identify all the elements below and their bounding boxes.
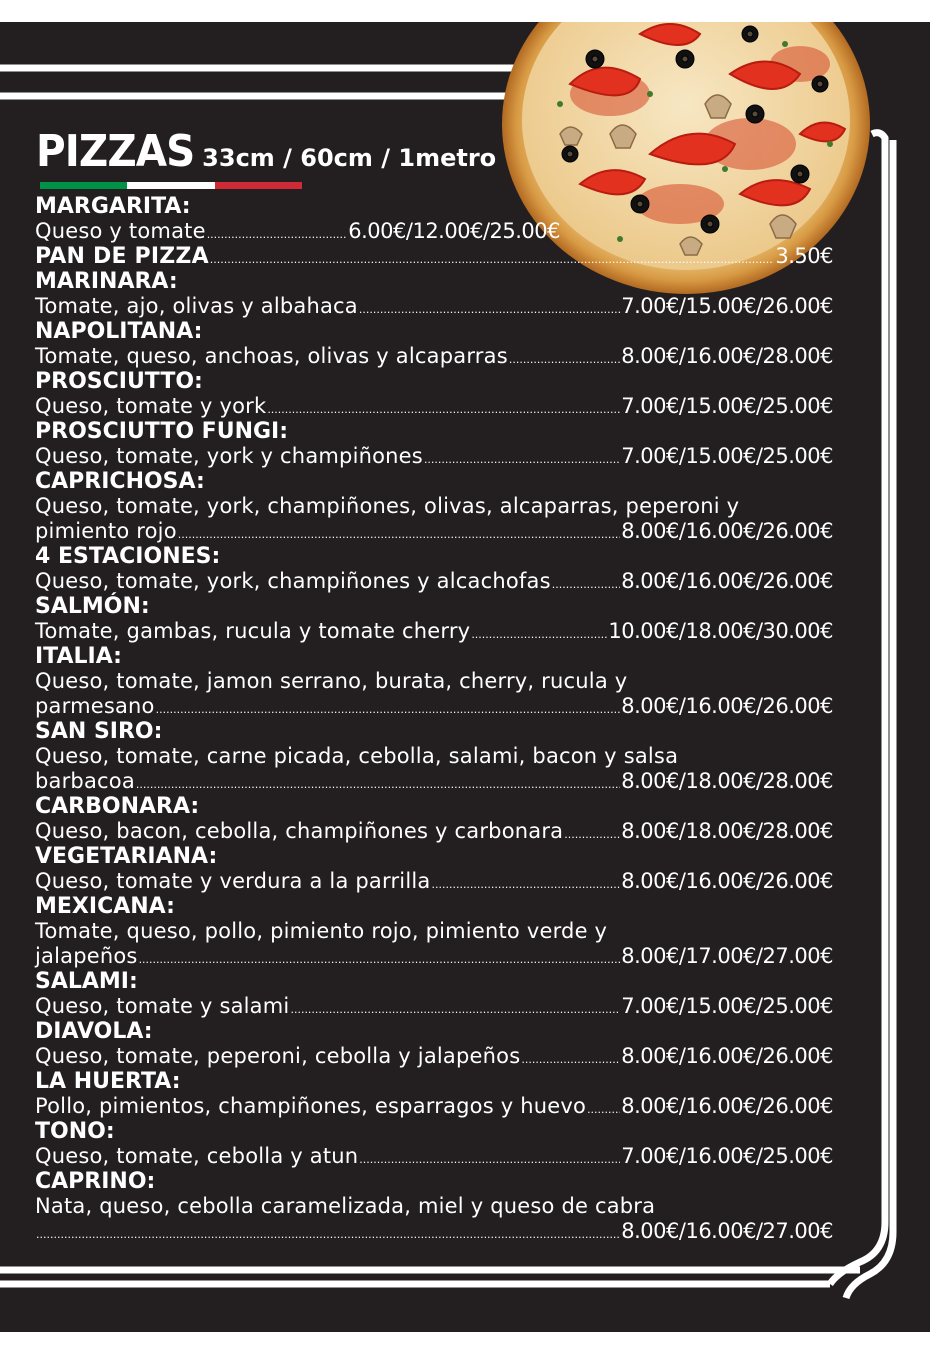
menu-item-line: [35, 619, 833, 644]
menu-item-description: Tomate, queso, pollo, pimiento rojo, pimiento verde y: [35, 919, 608, 943]
menu-item: [35, 194, 833, 244]
dot-leader: [36, 1222, 620, 1247]
menu-item-price: 8.00€/16.00€/26.00€: [621, 869, 833, 893]
menu-item-line: [35, 569, 833, 594]
menu-item-line: [35, 1094, 833, 1119]
menu-item-name: ITALIA:: [35, 644, 122, 669]
flag-green: [40, 182, 127, 189]
menu-item: [35, 269, 833, 319]
menu-item-price: 8.00€/16.00€/26.00€: [621, 694, 833, 718]
menu-item-description: Queso, tomate, cebolla y atun: [35, 1144, 359, 1168]
menu-item-name: PROSCIUTTO:: [35, 369, 203, 394]
menu-item-price: 7.00€/15.00€/25.00€: [621, 444, 833, 468]
menu-item-price: 8.00€/17.00€/27.00€: [621, 944, 833, 968]
menu-item: [35, 419, 833, 469]
menu-item-line: [35, 769, 833, 794]
dot-leader: [139, 947, 621, 972]
menu-panel: [0, 22, 930, 1332]
menu-item-price: 7.00€/15.00€/26.00€: [621, 294, 833, 318]
menu-item-description: Tomate, ajo, olivas y albahaca: [35, 294, 358, 318]
menu-item-line: [35, 519, 833, 544]
flag-white: [127, 182, 214, 189]
dot-leader: [359, 1147, 620, 1172]
dot-leader: [552, 572, 621, 597]
dot-leader: [587, 1097, 620, 1122]
menu-item-description: jalapeños: [35, 944, 138, 968]
menu-item-line: [35, 219, 560, 244]
menu-item-description: Nata, queso, cebolla caramelizada, miel y queso de cabra: [35, 1194, 656, 1218]
dot-leader: [521, 1047, 620, 1072]
dot-leader: [210, 247, 775, 272]
menu-item-description: Pollo, pimientos, champiñones, esparragos y huevo: [35, 1094, 587, 1118]
menu-item-name: TONO:: [35, 1119, 115, 1144]
dot-leader: [207, 222, 348, 247]
menu-item-name: NAPOLITANA:: [35, 319, 203, 344]
menu-item: [35, 469, 833, 544]
menu-item-price: 6.00€/12.00€/25.00€: [348, 219, 560, 243]
menu-item-line: [35, 994, 833, 1019]
dot-leader: [471, 622, 607, 647]
menu-item-name: VEGETARIANA:: [35, 844, 218, 869]
menu-item: [35, 719, 833, 794]
menu-item-price: 8.00€/18.00€/28.00€: [621, 819, 833, 843]
menu-item-price: 7.00€/16.00€/25.00€: [621, 1144, 833, 1168]
menu-item-description: Queso, tomate, carne picada, cebolla, salami, bacon y salsa: [35, 744, 679, 768]
menu-item-description: Queso, tomate y verdura a la parrilla: [35, 869, 431, 893]
menu-item-description: Tomate, gambas, rucula y tomate cherry: [35, 619, 471, 643]
menu-item-price: 7.00€/15.00€/25.00€: [621, 994, 833, 1018]
menu-item-description: Queso, tomate, york, champiñones, olivas, alcaparras, peperoni y: [35, 494, 740, 518]
menu-title-row: [36, 126, 497, 177]
menu-item-price: 8.00€/16.00€/26.00€: [621, 1044, 833, 1068]
menu-item: [35, 544, 833, 594]
menu-item-description: pimiento rojo: [35, 519, 177, 543]
menu-item-line: [35, 1144, 833, 1169]
menu-item-line: [35, 869, 833, 894]
dot-leader: [359, 297, 620, 322]
menu-item-description: Tomate, queso, anchoas, olivas y alcaparras: [35, 344, 508, 368]
menu-item-price: 8.00€/16.00€/28.00€: [621, 344, 833, 368]
menu-item-name: PROSCIUTTO FUNGI:: [35, 419, 289, 444]
page-title: PIZZAS: [36, 126, 195, 177]
menu-item-name: SALMÓN:: [35, 594, 150, 619]
menu-item: [35, 319, 833, 369]
menu-item: [35, 594, 833, 644]
menu-item: [35, 844, 833, 894]
dot-leader: [178, 522, 621, 547]
menu-item-name: LA HUERTA:: [35, 1069, 181, 1094]
dot-leader: [136, 772, 620, 797]
menu-item: [35, 794, 833, 844]
dot-leader: [509, 347, 620, 372]
menu-item-description: Queso, tomate y salami: [35, 994, 290, 1018]
menu-item-description: Queso, tomate y york: [35, 394, 267, 418]
menu-item: [35, 369, 833, 419]
menu-item-line: [35, 1219, 833, 1244]
flag-red: [215, 182, 302, 189]
dot-leader: [431, 872, 620, 897]
menu-item-description: Queso y tomate: [35, 219, 206, 243]
dot-leader: [564, 822, 620, 847]
menu-item-name: CAPRICHOSA:: [35, 469, 205, 494]
menu-item-description: Queso, tomate, jamon serrano, burata, cherry, rucula y: [35, 669, 628, 693]
menu-item-name: 4 ESTACIONES:: [35, 544, 221, 569]
pizza-menu-list: [35, 194, 833, 1244]
menu-item: [35, 1119, 833, 1169]
dot-leader: [424, 447, 620, 472]
menu-item-description: parmesano: [35, 694, 155, 718]
menu-item-name: CARBONARA:: [35, 794, 200, 819]
dot-leader: [156, 697, 621, 722]
menu-item: [35, 244, 833, 269]
menu-item-price: 3.50€: [775, 244, 833, 268]
menu-item-name: DIAVOLA:: [35, 1019, 153, 1044]
menu-item-line: [35, 444, 833, 469]
menu-item-name: MARGARITA:: [35, 194, 191, 219]
menu-item: [35, 1019, 833, 1069]
menu-item-line: [35, 394, 833, 419]
menu-item: [35, 644, 833, 719]
menu-item-price: 8.00€/16.00€/26.00€: [621, 519, 833, 543]
menu-item: [35, 1069, 833, 1119]
menu-item-line: [35, 1044, 833, 1069]
menu-item-description: Queso, bacon, cebolla, champiñones y carbonara: [35, 819, 564, 843]
dot-leader: [290, 997, 620, 1022]
menu-item-line: [35, 294, 833, 319]
menu-item-name: MEXICANA:: [35, 894, 175, 919]
menu-item-price: 7.00€/15.00€/25.00€: [621, 394, 833, 418]
menu-item-price: 8.00€/16.00€/27.00€: [621, 1219, 833, 1243]
menu-item-line: [35, 944, 833, 969]
menu-item-line: [35, 244, 833, 269]
menu-item-line: [35, 694, 833, 719]
menu-item-description: Queso, tomate, peperoni, cebolla y jalapeños: [35, 1044, 521, 1068]
menu-item-price: 8.00€/18.00€/28.00€: [621, 769, 833, 793]
menu-item: [35, 969, 833, 1019]
menu-item-description: Queso, tomate, york y champiñones: [35, 444, 423, 468]
menu-item-name: SALAMI:: [35, 969, 138, 994]
dot-leader: [267, 397, 620, 422]
menu-item: [35, 894, 833, 969]
menu-item-price: 8.00€/16.00€/26.00€: [621, 569, 833, 593]
menu-item-name: CAPRINO:: [35, 1169, 156, 1194]
menu-item-name: SAN SIRO:: [35, 719, 163, 744]
italian-flag-bar: [40, 182, 302, 189]
menu-item: [35, 1169, 833, 1244]
menu-item-description: barbacoa: [35, 769, 135, 793]
menu-item-line: [35, 344, 833, 369]
menu-item-price: 10.00€/18.00€/30.00€: [608, 619, 833, 643]
menu-item-description: Queso, tomate, york, champiñones y alcachofas: [35, 569, 551, 593]
menu-item-price: 8.00€/16.00€/26.00€: [621, 1094, 833, 1118]
menu-item-line: [35, 819, 833, 844]
size-options: 33cm / 60cm / 1metro: [202, 144, 497, 172]
menu-item-name: PAN DE PIZZA: [35, 244, 209, 269]
menu-item-name: MARINARA:: [35, 269, 178, 294]
